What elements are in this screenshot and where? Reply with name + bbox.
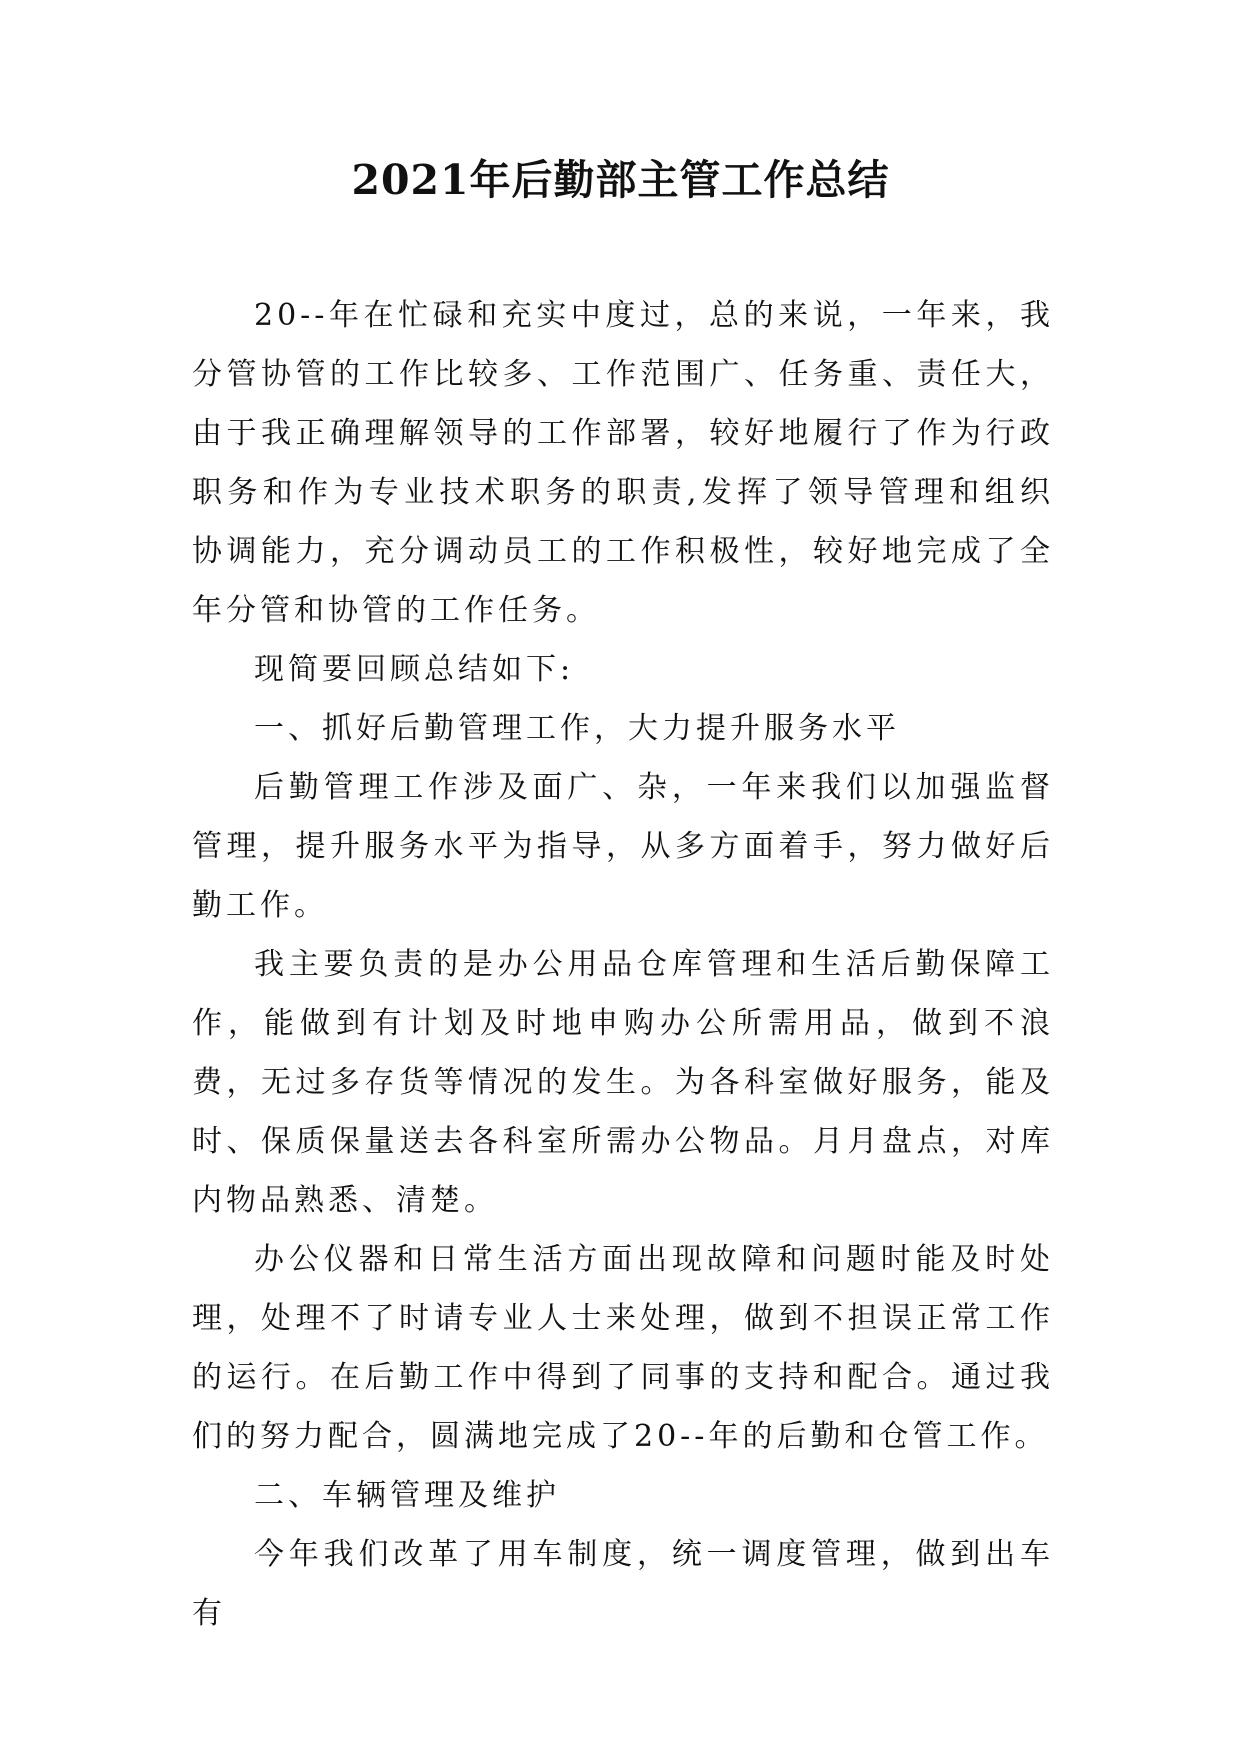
paragraph-equipment-maintenance: 办公仪器和日常生活方面出现故障和问题时能及时处理，处理不了时请专业人士来处理，做到不担误正常工作的运行。在后勤工作中得到了同事的支持和配合。通过我们的努力配合，圆满地完成了20--年的后勤和仓管工作。 (192, 1242, 1054, 1454)
section-heading-vehicles: 二、车辆管理及维护 (254, 1478, 560, 1513)
document-body (192, 286, 1054, 1643)
paragraph-summary-lead: 现简要回顾总结如下: (254, 652, 575, 687)
paragraph-logistics-overview: 后勤管理工作涉及面广、杂，一年来我们以加强监督管理，提升服务水平为指导，从多方面着手，努力做好后勤工作。 (192, 770, 1054, 923)
paragraph-intro: 20--年在忙碌和充实中度过，总的来说，一年来，我分管协管的工作比较多、工作范围广、任务重、责任大，由于我正确理解领导的工作部署，较好地履行了作为行政职务和作为专业技术职务的职责,发挥了领导管理和组织协调能力，充分调动员工的工作积极性，较好地完成了全年分管和协管的工作任务。 (192, 298, 1054, 628)
paragraph-office-supplies: 我主要负责的是办公用品仓库管理和生活后勤保障工作，能做到有计划及时地申购办公所需用品，做到不浪费，无过多存货等情况的发生。为各科室做好服务，能及时、保质保量送去各科室所需办公物品。月月盘点，对库内物品熟悉、清楚。 (192, 947, 1054, 1218)
section-heading-logistics: 一、抓好后勤管理工作，大力提升服务水平 (254, 711, 900, 746)
document-title: 2021年后勤部主管工作总结 (351, 156, 890, 204)
paragraph-vehicle-management: 今年我们改革了用车制度，统一调度管理，做到出车有 (192, 1537, 1054, 1631)
